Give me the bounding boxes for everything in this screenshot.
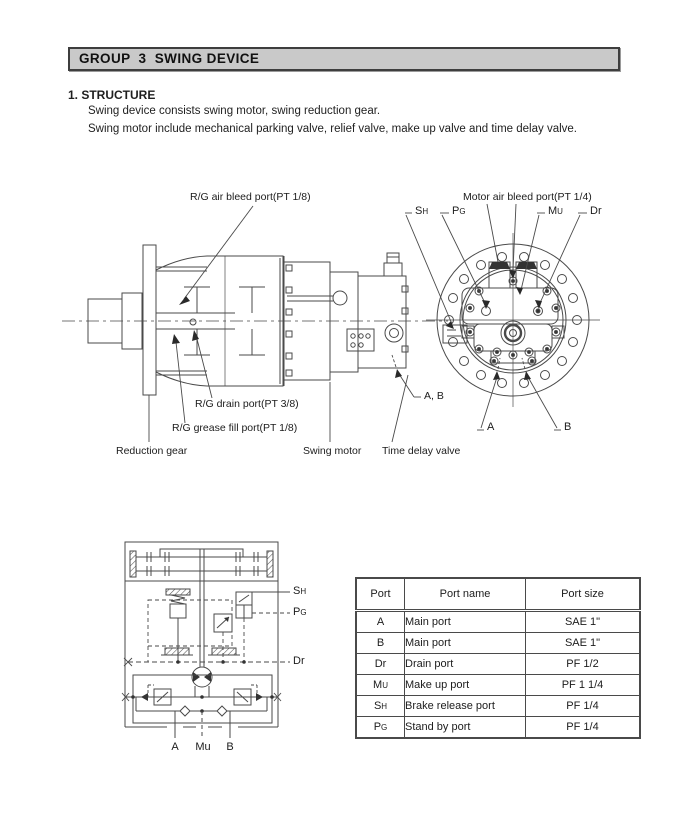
label-motor-air-bleed-port: Motor air bleed port(PT 1/4) [463,191,592,203]
schematic-label-a: A [171,741,179,753]
motor-rear-view-drawing [426,233,600,407]
label-port-dr: Dr [590,205,602,217]
port-size-cell: PF 1 1/4 [526,675,641,696]
label-port-b: B [564,421,572,433]
label-rg-grease-fill-port: R/G grease fill port(PT 1/8) [172,422,298,434]
section-heading: 1. STRUCTURE [68,88,156,102]
table-row [356,675,640,696]
label-swing-motor: Swing motor [303,445,362,457]
port-cell: MU [356,675,405,696]
hydraulic-schematic-drawing [122,542,290,738]
table-row [356,696,640,717]
table-row [356,654,640,675]
label-reduction-gear: Reduction gear [116,445,188,457]
body-text-line: Swing motor include mechanical parking valve, relief valve, make up valve and time delay valve. [88,123,577,135]
port-table-header-name: Port name [405,578,526,611]
port-table-header-size: Port size [526,578,641,611]
label-rg-air-bleed-port: R/G air bleed port(PT 1/8) [190,191,311,203]
port-name-cell: Make up port [405,675,526,696]
port-name-cell: Brake release port [405,696,526,717]
label-port-mu: MU [548,205,563,217]
side-view-drawing [62,245,448,395]
port-name-cell: Drain port [405,654,526,675]
port-table-header-port: Port [356,578,405,611]
port-cell: PG [356,717,405,739]
port-name-cell: Main port [405,611,526,633]
port-size-cell: PF 1/2 [526,654,641,675]
table-row [356,717,640,739]
port-name-cell: Main port [405,633,526,654]
port-name-cell: Stand by port [405,717,526,739]
group-header-bar [68,47,620,71]
port-size-cell: SAE 1" [526,633,641,654]
schematic-label-sh: SH [293,585,307,597]
gear-ticks [147,552,258,576]
schematic-label-mu: Mu [195,741,211,753]
label-port-pg: PG [452,205,466,217]
port-table-header-row [356,578,640,611]
schematic-label-b: B [226,741,234,753]
label-time-delay-valve: Time delay valve [382,445,461,457]
schematic-label-dr: Dr [293,655,305,667]
port-cell: SH [356,696,405,717]
port-cell: B [356,633,405,654]
port-cell: Dr [356,654,405,675]
page-title: GROUP 3 SWING DEVICE [79,51,260,66]
label-ab-ports: A, B [424,390,444,402]
table-row [356,611,640,633]
port-cell: A [356,611,405,633]
label-port-a: A [487,421,495,433]
table-row [356,633,640,654]
label-port-sh: SH [415,205,429,217]
schematic-label-pg: PG [293,606,307,618]
port-size-cell: PF 1/4 [526,717,641,739]
body-text-line: Swing device consists swing motor, swing reduction gear. [88,105,381,117]
port-size-cell: SAE 1" [526,611,641,633]
port-table [355,577,641,739]
label-rg-drain-port: R/G drain port(PT 3/8) [195,398,299,410]
port-size-cell: PF 1/4 [526,696,641,717]
